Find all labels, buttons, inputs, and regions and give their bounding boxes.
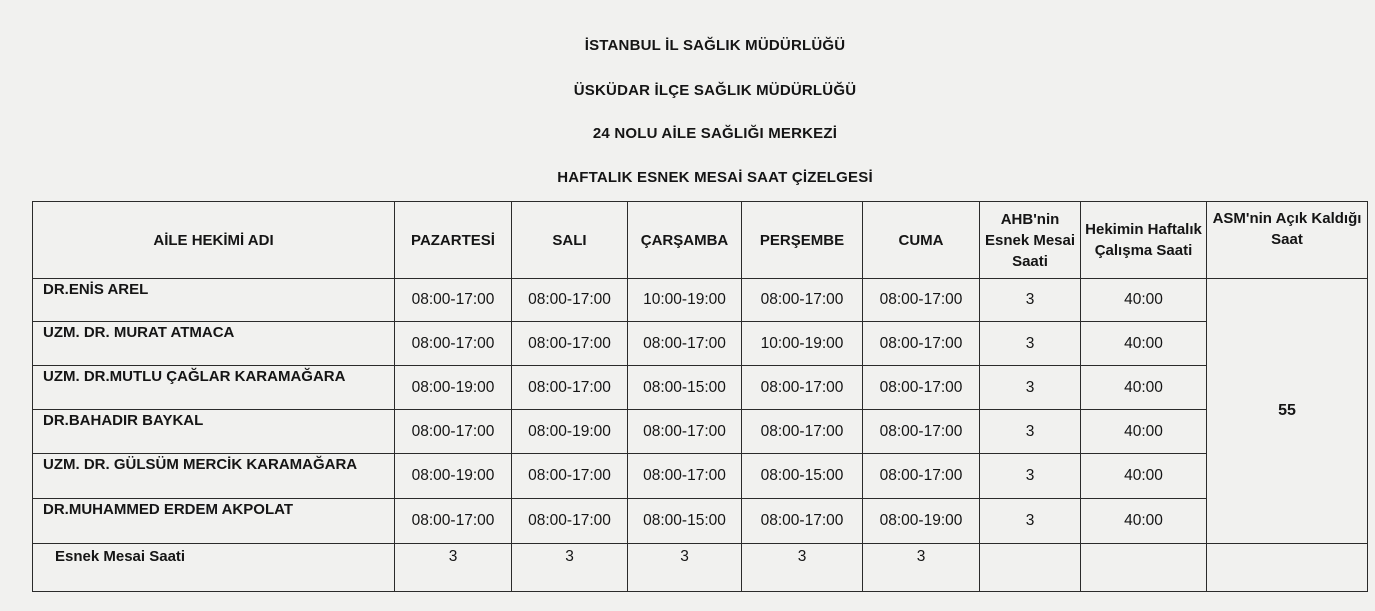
friday-hours: 08:00-17:00 (863, 366, 980, 410)
wednesday-hours: 08:00-17:00 (628, 322, 742, 366)
doctor-name: UZM. DR. GÜLSÜM MERCİK KARAMAĞARA (33, 454, 395, 499)
table-row (33, 499, 1368, 544)
friday-hours: 08:00-17:00 (863, 454, 980, 499)
table-row (33, 366, 1368, 410)
doctor-name: DR.ENİS AREL (33, 279, 395, 322)
header-tuesday: SALI (512, 202, 628, 279)
thursday-hours: 08:00-17:00 (742, 366, 863, 410)
tuesday-hours: 08:00-17:00 (512, 499, 628, 544)
footer-flex (980, 544, 1081, 592)
header-name: AİLE HEKİMİ ADI (33, 202, 395, 279)
heading-health-center: 24 NOLU AİLE SAĞLIĞI MERKEZİ (592, 125, 838, 142)
monday-hours: 08:00-17:00 (395, 410, 512, 454)
weekly-hours: 40:00 (1081, 279, 1207, 322)
footer-monday: 3 (395, 544, 512, 592)
monday-hours: 08:00-17:00 (395, 322, 512, 366)
table-row (33, 279, 1368, 322)
footer-tuesday: 3 (512, 544, 628, 592)
footer-row (33, 544, 1368, 592)
header-friday: CUMA (863, 202, 980, 279)
wednesday-hours: 08:00-17:00 (628, 454, 742, 499)
table-row (33, 410, 1368, 454)
header-wednesday: ÇARŞAMBA (628, 202, 742, 279)
monday-hours: 08:00-19:00 (395, 366, 512, 410)
thursday-hours: 08:00-15:00 (742, 454, 863, 499)
header-weekly-hours: Hekimin Haftalık Çalışma Saati (1081, 202, 1207, 279)
tuesday-hours: 08:00-17:00 (512, 322, 628, 366)
footer-asm-empty (1207, 544, 1368, 592)
table-row (33, 322, 1368, 366)
header-row (33, 202, 1368, 279)
tuesday-hours: 08:00-19:00 (512, 410, 628, 454)
wednesday-hours: 08:00-17:00 (628, 410, 742, 454)
flex-hours: 3 (980, 279, 1081, 322)
wednesday-hours: 10:00-19:00 (628, 279, 742, 322)
weekly-hours: 40:00 (1081, 322, 1207, 366)
tuesday-hours: 08:00-17:00 (512, 279, 628, 322)
monday-hours: 08:00-17:00 (395, 279, 512, 322)
heading-provincial-directorate: İSTANBUL İL SAĞLIK MÜDÜRLÜĞÜ (584, 37, 846, 54)
monday-hours: 08:00-19:00 (395, 454, 512, 499)
header-asm-open: ASM'nin Açık Kaldığı Saat (1207, 202, 1368, 279)
thursday-hours: 10:00-19:00 (742, 322, 863, 366)
flex-hours: 3 (980, 366, 1081, 410)
flex-hours: 3 (980, 410, 1081, 454)
friday-hours: 08:00-17:00 (863, 322, 980, 366)
header-thursday: PERŞEMBE (742, 202, 863, 279)
asm-open-hours: 55 (1207, 279, 1368, 544)
tuesday-hours: 08:00-17:00 (512, 366, 628, 410)
weekly-hours: 40:00 (1081, 410, 1207, 454)
tuesday-hours: 08:00-17:00 (512, 454, 628, 499)
footer-friday: 3 (863, 544, 980, 592)
weekly-hours: 40:00 (1081, 454, 1207, 499)
thursday-hours: 08:00-17:00 (742, 410, 863, 454)
doctor-name: DR.MUHAMMED ERDEM AKPOLAT (33, 499, 395, 544)
footer-weekly (1081, 544, 1207, 592)
heading-schedule-title: HAFTALIK ESNEK MESAİ SAAT ÇİZELGESİ (557, 169, 873, 186)
doctor-name: UZM. DR.MUTLU ÇAĞLAR KARAMAĞARA (33, 366, 395, 410)
flex-hours: 3 (980, 454, 1081, 499)
footer-label: Esnek Mesai Saati (33, 544, 395, 592)
friday-hours: 08:00-17:00 (863, 279, 980, 322)
thursday-hours: 08:00-17:00 (742, 279, 863, 322)
doctor-name: UZM. DR. MURAT ATMACA (33, 322, 395, 366)
wednesday-hours: 08:00-15:00 (628, 499, 742, 544)
schedule-table (32, 201, 1368, 592)
wednesday-hours: 08:00-15:00 (628, 366, 742, 410)
heading-district-directorate: ÜSKÜDAR İLÇE SAĞLIK MÜDÜRLÜĞÜ (573, 82, 857, 99)
weekly-hours: 40:00 (1081, 499, 1207, 544)
header-monday: PAZARTESİ (395, 202, 512, 279)
header-ahb-flex: AHB'nin Esnek Mesai Saati (980, 202, 1081, 279)
doctor-name: DR.BAHADIR BAYKAL (33, 410, 395, 454)
friday-hours: 08:00-19:00 (863, 499, 980, 544)
footer-thursday: 3 (742, 544, 863, 592)
weekly-hours: 40:00 (1081, 366, 1207, 410)
flex-hours: 3 (980, 499, 1081, 544)
footer-wednesday: 3 (628, 544, 742, 592)
friday-hours: 08:00-17:00 (863, 410, 980, 454)
flex-hours: 3 (980, 322, 1081, 366)
monday-hours: 08:00-17:00 (395, 499, 512, 544)
table-row (33, 454, 1368, 499)
thursday-hours: 08:00-17:00 (742, 499, 863, 544)
